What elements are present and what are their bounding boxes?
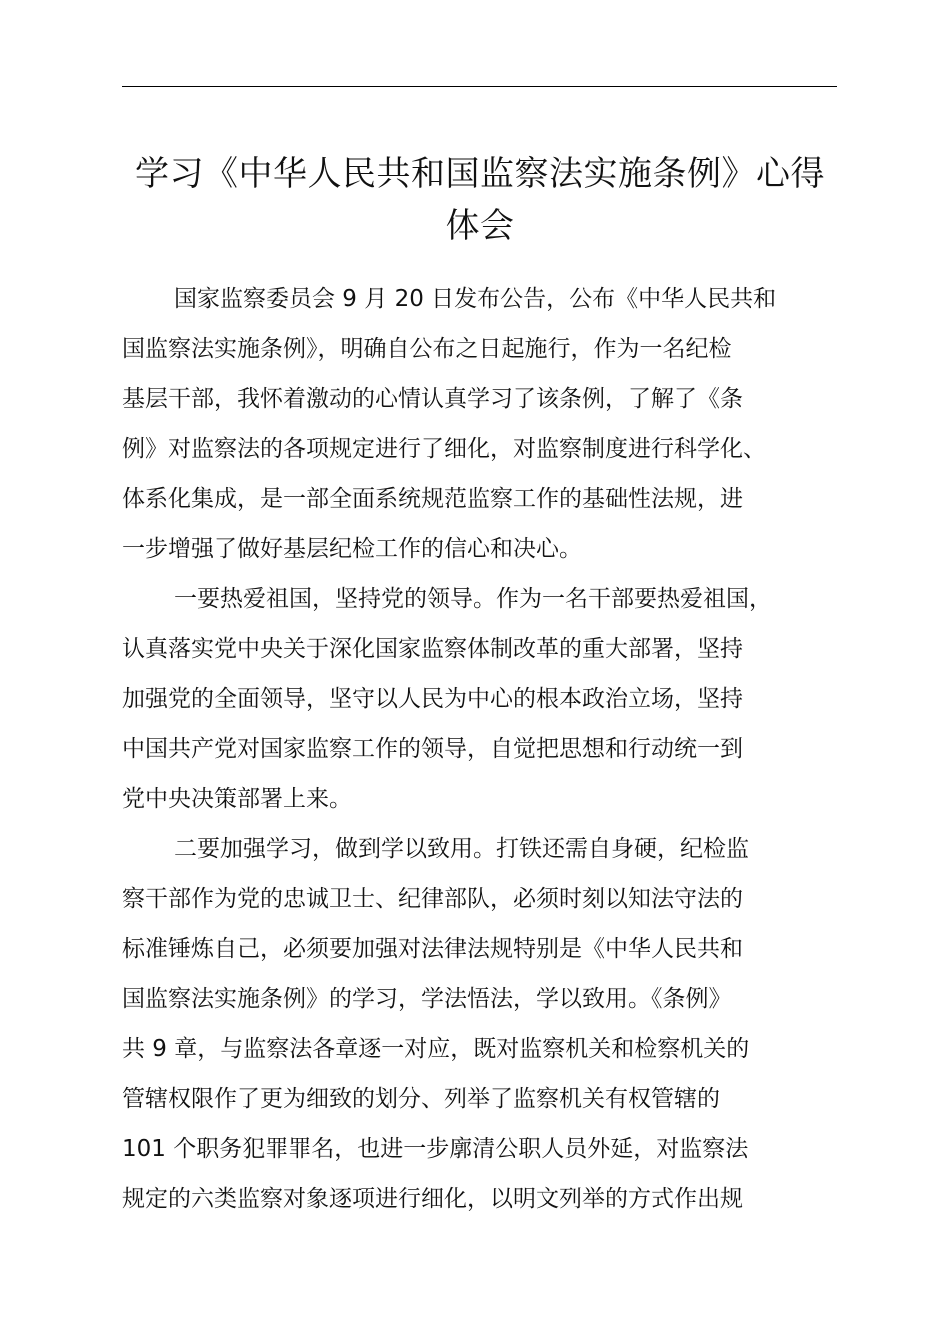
text-line: 一步增强了做好基层纪检工作的信心和决心。 xyxy=(122,536,582,562)
text-line: 察干部作为党的忠诚卫士、纪律部队，必须时刻以知法守法的 xyxy=(122,886,743,912)
document-body xyxy=(122,274,842,1224)
text-line: 认真落实党中央关于深化国家监察体制改革的重大部署，坚持 xyxy=(122,636,743,662)
text-line: 101 个职务犯罪罪名，也进一步廓清公职人员外延，对监察法 xyxy=(122,1136,749,1162)
title-line: 学习《中华人民共和国监察法实施条例》心得 xyxy=(135,154,825,194)
header-rule xyxy=(122,86,837,87)
text-line: 体系化集成，是一部全面系统规范监察工作的基础性法规，进 xyxy=(122,486,743,512)
text-line: 共 9 章，与监察法各章逐一对应，既对监察机关和检察机关的 xyxy=(122,1036,750,1062)
document-title xyxy=(100,148,860,252)
paragraph-intro xyxy=(122,274,842,574)
text-line: 管辖权限作了更为细致的划分、列举了监察机关有权管辖的 xyxy=(122,1086,720,1112)
text-line: 国监察法实施条例》的学习，学法悟法，学以致用。《条例》 xyxy=(122,986,732,1012)
text-line: 例》对监察法的各项规定进行了细化，对监察制度进行科学化、 xyxy=(122,436,766,462)
text-line: 党中央决策部署上来。 xyxy=(122,786,352,812)
text-line: 中国共产党对国家监察工作的领导，自觉把思想和行动统一到 xyxy=(122,736,743,762)
text-line: 基层干部，我怀着激动的心情认真学习了该条例，了解了《条 xyxy=(122,386,743,412)
paragraph-point-one xyxy=(122,574,842,824)
text-line: 一要热爱祖国，坚持党的领导。作为一名干部要热爱祖国， xyxy=(174,586,772,612)
text-line: 规定的六类监察对象逐项进行细化，以明文列举的方式作出规 xyxy=(122,1186,743,1212)
text-line: 国监察法实施条例》，明确自公布之日起施行，作为一名纪检 xyxy=(122,336,732,362)
paragraph-point-two xyxy=(122,824,842,1224)
text-line: 二要加强学习，做到学以致用。打铁还需自身硬，纪检监 xyxy=(174,836,749,862)
text-line: 加强党的全面领导，坚守以人民为中心的根本政治立场，坚持 xyxy=(122,686,743,712)
text-line: 国家监察委员会 9 月 20 日发布公告，公布《中华人民共和 xyxy=(174,286,777,312)
title-line: 体会 xyxy=(445,206,515,246)
text-line: 标准锤炼自己，必须要加强对法律法规特别是《中华人民共和 xyxy=(122,936,743,962)
